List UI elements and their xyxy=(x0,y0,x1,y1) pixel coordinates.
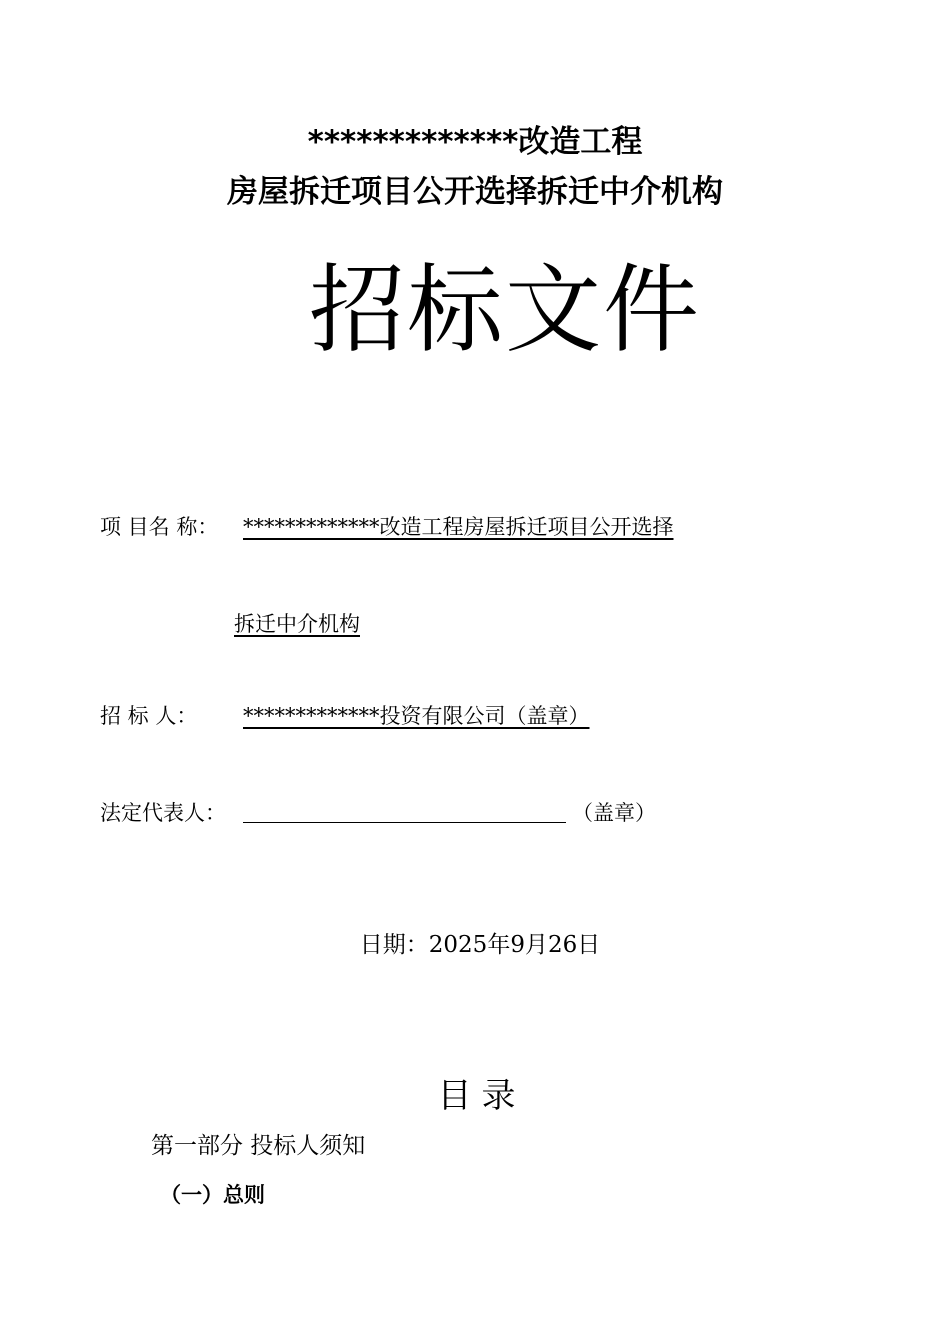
cover-title-line-1: *************改造工程 xyxy=(307,124,643,160)
toc-part-one: 第一部分 投标人须知 xyxy=(151,1133,366,1159)
document-date: 日期：2025年9月26日 xyxy=(359,932,601,958)
tenderer-value: *************投资有限公司（盖章） xyxy=(243,704,590,728)
toc-title: 目录 xyxy=(437,1076,526,1116)
project-name-value-line-2: 拆迁中介机构 xyxy=(234,612,360,636)
tenderer-label: 招 标 人： xyxy=(100,704,198,728)
project-name-value-line-1: *************改造工程房屋拆迁项目公开选择 xyxy=(243,515,674,539)
main-title: 招标文件 xyxy=(309,254,701,366)
cover-title-line-2: 房屋拆迁项目公开选择拆迁中介机构 xyxy=(227,174,723,210)
toc-section-one: （一）总则 xyxy=(160,1183,265,1207)
legal-representative-label: 法定代表人： xyxy=(100,801,226,825)
project-name-label: 项 目名 称： xyxy=(100,515,219,539)
legal-representative-seal-note: （盖章） xyxy=(572,801,656,825)
legal-representative-blank-line xyxy=(243,822,566,823)
